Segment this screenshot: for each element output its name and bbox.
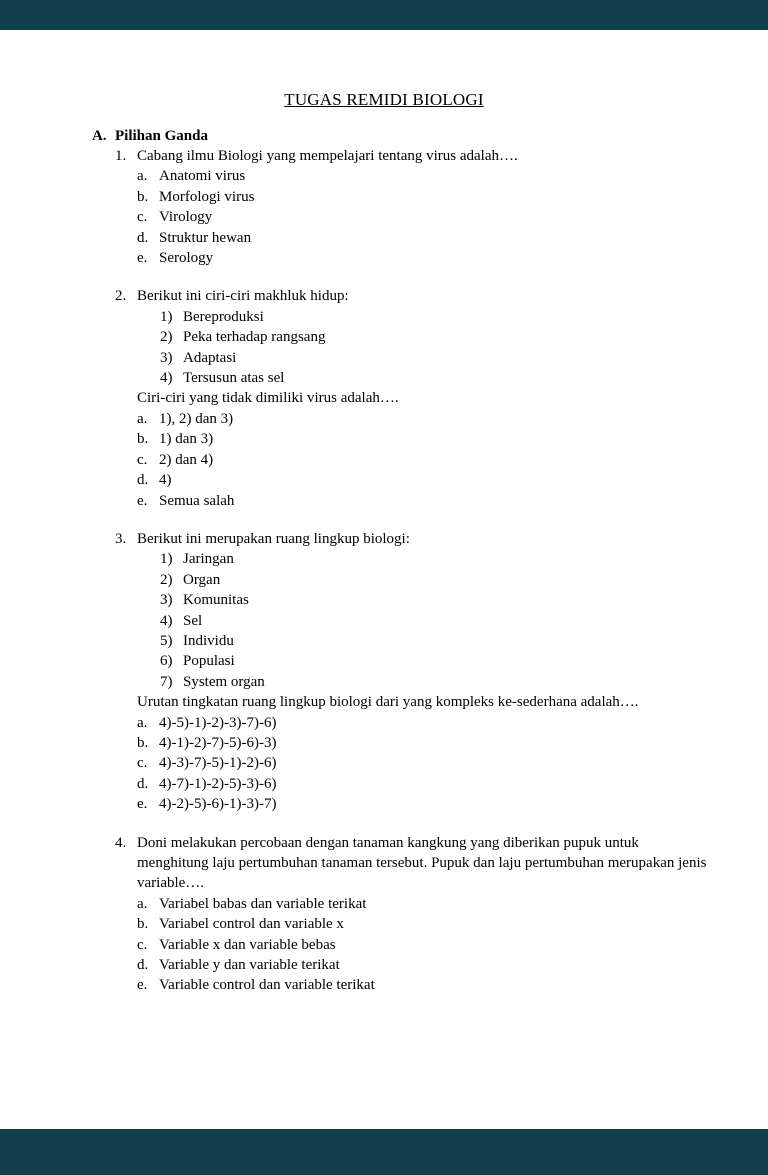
question-item <box>115 286 708 510</box>
document-title: TUGAS REMIDI BIOLOGI <box>284 90 484 109</box>
subitem-number: 4) <box>160 370 173 387</box>
question-text: Cabang ilmu Biologi yang mempelajari tentang virus adalah…. <box>137 148 518 164</box>
option-text: Virology <box>159 209 213 226</box>
question-number: 1. <box>115 148 127 164</box>
subitem-number: 7) <box>160 673 173 690</box>
subitem-text: Populasi <box>183 653 235 670</box>
subitem <box>160 307 708 327</box>
subitem <box>160 651 708 671</box>
section-heading <box>92 126 708 146</box>
option-letter: c. <box>137 755 148 772</box>
option-text: 1), 2) dan 3) <box>159 410 234 427</box>
question-number: 4. <box>115 834 127 851</box>
option-text: 4)-2)-5)-6)-1)-3)-7) <box>159 796 277 813</box>
option-letter: c. <box>137 936 148 953</box>
question-subitems <box>160 307 708 389</box>
option-text: Morfologi virus <box>159 188 255 205</box>
option-text: 4)-3)-7)-5)-1)-2)-6) <box>159 755 277 772</box>
answer-option <box>137 955 708 975</box>
subitem-text: Adaptasi <box>183 349 237 366</box>
answer-option <box>137 429 708 449</box>
answer-option <box>137 207 708 227</box>
subitem-text: Komunitas <box>183 592 249 609</box>
subitem <box>160 590 708 610</box>
option-text: 1) dan 3) <box>159 431 214 448</box>
option-text: 4) <box>159 472 172 489</box>
subitem-number: 4) <box>160 612 173 629</box>
option-letter: d. <box>137 229 149 246</box>
subitem <box>160 611 708 631</box>
answer-options <box>137 166 708 268</box>
option-text: Variable y dan variable terikat <box>159 957 340 974</box>
answer-option <box>137 733 708 753</box>
subitem-text: Individu <box>183 632 234 649</box>
answer-option <box>137 248 708 268</box>
option-letter: b. <box>137 431 149 448</box>
answer-option <box>137 975 708 995</box>
option-letter: b. <box>137 734 149 751</box>
subitem-text: Jaringan <box>183 551 234 568</box>
question-item <box>115 529 708 815</box>
question-text: Berikut ini merupakan ruang lingkup biologi: <box>137 530 410 547</box>
answer-option <box>137 470 708 490</box>
option-text: Struktur hewan <box>159 229 252 246</box>
question-followup: Ciri-ciri yang tidak dimiliki virus adalah…. <box>137 390 399 407</box>
subitem <box>160 368 708 388</box>
subitem <box>160 570 708 590</box>
option-letter: c. <box>137 451 148 468</box>
subitem-number: 2) <box>160 329 173 346</box>
subitem-number: 1) <box>160 308 173 325</box>
answer-options <box>137 409 708 511</box>
top-bar <box>0 0 768 30</box>
question-body <box>137 146 708 268</box>
section-label: A. <box>92 128 107 144</box>
subitem <box>160 327 708 347</box>
question-body <box>137 833 708 996</box>
subitem-number: 1) <box>160 551 173 568</box>
document-page <box>0 30 768 1129</box>
option-text: Anatomi virus <box>159 168 246 185</box>
subitem-number: 2) <box>160 571 173 588</box>
answer-option <box>137 713 708 733</box>
subitem-text: Organ <box>183 571 221 588</box>
option-text: 2) dan 4) <box>159 451 214 468</box>
option-text: 4)-1)-2)-7)-5)-6)-3) <box>159 734 277 751</box>
option-text: Serology <box>159 250 214 267</box>
subitem-text: System organ <box>183 673 265 690</box>
answer-option <box>137 228 708 248</box>
answer-option <box>137 166 708 186</box>
answer-option <box>137 914 708 934</box>
answer-option <box>137 753 708 773</box>
subitem <box>160 348 708 368</box>
option-letter: a. <box>137 168 148 185</box>
subitem <box>160 549 708 569</box>
subitem-number: 6) <box>160 653 173 670</box>
answer-option <box>137 894 708 914</box>
question-number: 2. <box>115 288 127 305</box>
option-letter: b. <box>137 916 149 933</box>
question-text: Berikut ini ciri-ciri makhluk hidup: <box>137 288 349 305</box>
question-number: 3. <box>115 530 127 547</box>
subitem-text: Peka terhadap rangsang <box>183 329 326 346</box>
question-followup: Urutan tingkatan ruang lingkup biologi dari yang kompleks ke-sederhana adalah…. <box>137 694 639 711</box>
question-body <box>137 529 708 815</box>
option-text: Variable x dan variable bebas <box>159 936 336 953</box>
question-body <box>137 286 708 510</box>
option-text: Variabel control dan variable x <box>159 916 344 933</box>
answer-option <box>137 491 708 511</box>
option-text: 4)-5)-1)-2)-3)-7)-6) <box>159 714 277 731</box>
option-text: Variabel babas dan variable terikat <box>159 895 367 912</box>
answer-options <box>137 894 708 996</box>
bottom-bar <box>0 1129 768 1175</box>
question-item <box>115 146 708 268</box>
answer-option <box>137 794 708 814</box>
option-text: Semua salah <box>159 492 235 509</box>
answer-options <box>137 713 708 815</box>
option-letter: d. <box>137 775 149 792</box>
option-letter: e. <box>137 977 148 994</box>
answer-option <box>137 935 708 955</box>
answer-option <box>137 450 708 470</box>
subitem <box>160 672 708 692</box>
option-letter: c. <box>137 209 148 226</box>
subitem-text: Bereproduksi <box>183 308 264 325</box>
question-list <box>115 146 708 996</box>
subitem-text: Tersusun atas sel <box>183 370 285 387</box>
subitem <box>160 631 708 651</box>
option-letter: a. <box>137 714 148 731</box>
option-letter: a. <box>137 895 148 912</box>
option-letter: e. <box>137 796 148 813</box>
answer-option <box>137 774 708 794</box>
option-letter: d. <box>137 472 149 489</box>
option-letter: b. <box>137 188 149 205</box>
subitem-text: Sel <box>183 612 203 629</box>
section-title: Pilihan Ganda <box>115 128 208 144</box>
option-letter: a. <box>137 410 148 427</box>
answer-option <box>137 187 708 207</box>
question-item <box>115 833 708 996</box>
subitem-number: 3) <box>160 349 173 366</box>
subitem-number: 3) <box>160 592 173 609</box>
question-subitems <box>160 549 708 692</box>
option-letter: d. <box>137 957 149 974</box>
option-letter: e. <box>137 492 148 509</box>
option-text: Variable control dan variable terikat <box>159 977 375 994</box>
option-text: 4)-7)-1)-2)-5)-3)-6) <box>159 775 277 792</box>
subitem-number: 5) <box>160 632 173 649</box>
option-letter: e. <box>137 250 148 267</box>
answer-option <box>137 409 708 429</box>
question-text: Doni melakukan percobaan dengan tanaman kangkung yang diberikan pupuk untuk menghitung laju pertumbuhan tanaman tersebut. Pupuk dan laju pertumbuhan merupakan jenis variable…. <box>137 834 707 892</box>
